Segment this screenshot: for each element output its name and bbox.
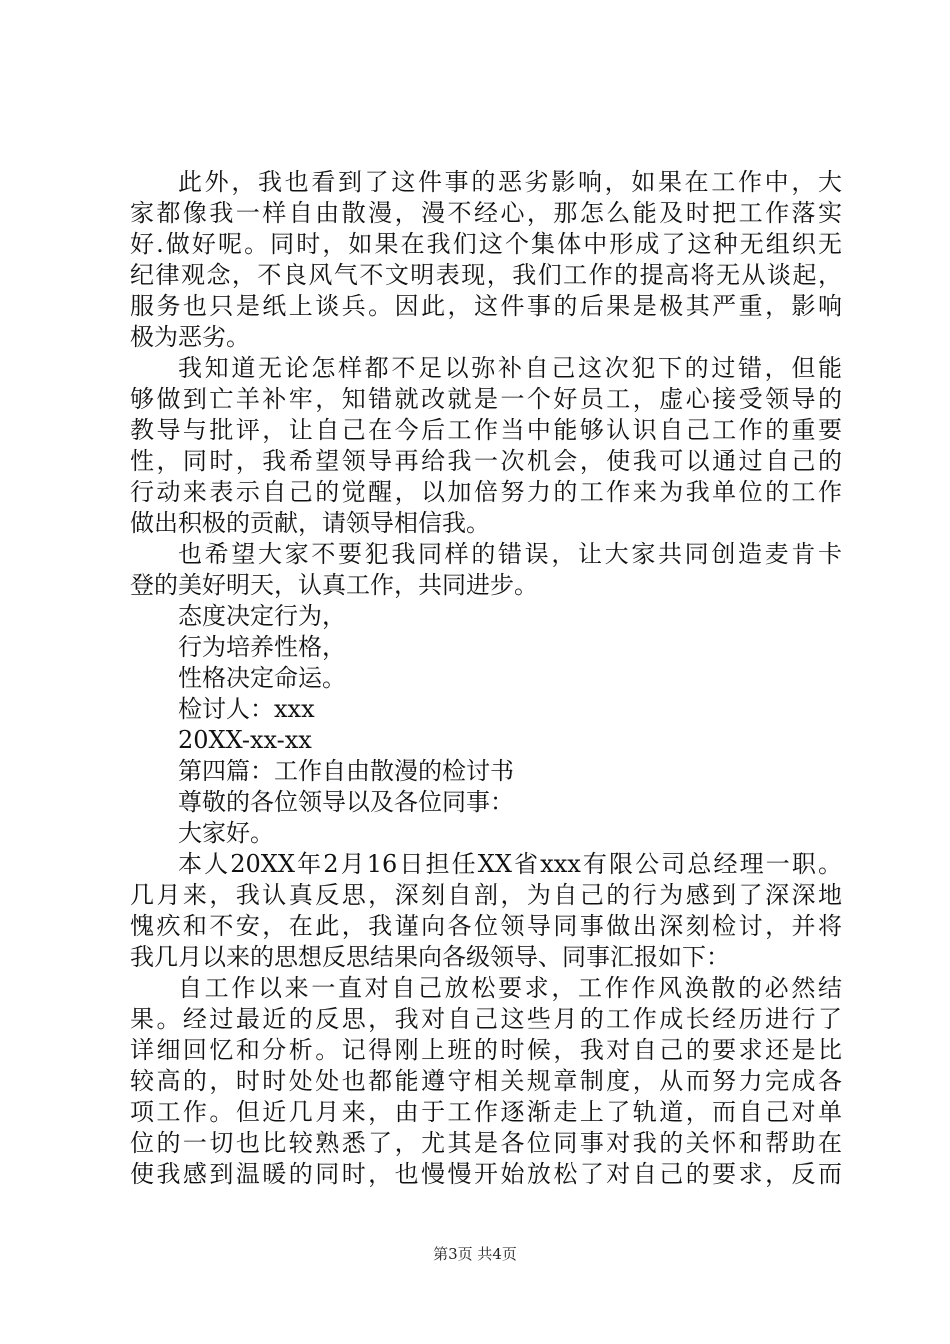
text-line: 够做到亡羊补牢，知错就改就是一个好员工，虚心接受领导的 [130,385,842,413]
text-line: 教导与批评，让自己在今后工作当中能够认识自己工作的重要 [130,416,842,444]
text-line: 性，同时，我希望领导再给我一次机会，使我可以通过自己的 [130,447,842,475]
text-line: 登的美好明天，认真工作，共同进步。 [130,571,538,599]
text-line: 服务也只是纸上谈兵。因此，这件事的后果是极其严重，影响 [130,292,842,320]
text-line: 行动来表示自己的觉醒，以加倍努力的工作来为我单位的工作 [130,478,842,506]
text-line: 家都像我一样自由散漫，漫不经心，那怎么能及时把工作落实 [130,199,842,227]
text-line: 较高的，时时处处也都能遵守相关规章制度，从而努力完成各 [130,1067,842,1095]
text-line: 好.做好呢。同时，如果在我们这个集体中形成了这种无组织无 [130,230,842,258]
text-line: 纪律观念，不良风气不文明表现，我们工作的提高将无从谈起， [130,261,842,289]
date-line: 20XX-xx-xx [178,726,312,754]
text-line: 位的一切也比较熟悉了，尤其是各位同事对我的关怀和帮助在 [130,1129,842,1157]
text-line: 果。经过最近的反思，我对自己这些月的工作成长经历进行了 [130,1005,842,1033]
page-number: 第3页 共4页 [433,1245,517,1263]
document-body [130,167,842,1190]
text-line: 极为恶劣。 [130,323,250,351]
text-line: 详细回忆和分析。记得刚上班的时候，我对自己的要求还是比 [130,1036,842,1064]
text-line: 使我感到温暖的同时，也慢慢开始放松了对自己的要求，反而 [130,1160,842,1188]
text-line: 几月来，我认真反思，深刻自剖，为自己的行为感到了深深地 [130,881,842,909]
text-line: 我知道无论怎样都不足以弥补自己这次犯下的过错，但能 [178,354,842,382]
salutation: 尊敬的各位领导以及各位同事： [178,788,514,816]
text-line: 也希望大家不要犯我同样的错误，让大家共同创造麦肯卡 [178,540,842,568]
text-line: 行为培养性格， [178,633,346,661]
signer-line: 检讨人：xxx [178,695,315,723]
text-line: 本人20XX年2月16日担任XX省xxx有限公司总经理一职。 [178,850,842,878]
text-line: 我几月以来的思想反思结果向各级领导、同事汇报如下： [130,943,730,971]
text-line: 性格决定命运。 [178,664,346,692]
text-line: 此外，我也看到了这件事的恶劣影响，如果在工作中，大 [178,168,842,196]
text-line: 自工作以来一直对自己放松要求，工作作风涣散的必然结 [178,974,842,1002]
text-line: 做出积极的贡献，请领导相信我。 [130,509,490,537]
text-line: 项工作。但近几月来，由于工作逐渐走上了轨道，而自己对单 [130,1098,842,1126]
text-line: 愧疚和不安，在此，我谨向各位领导同事做出深刻检讨，并将 [130,912,842,940]
greeting: 大家好。 [178,819,274,847]
text-line: 态度决定行为， [178,602,346,630]
section-heading: 第四篇：工作自由散漫的检讨书 [178,757,514,785]
